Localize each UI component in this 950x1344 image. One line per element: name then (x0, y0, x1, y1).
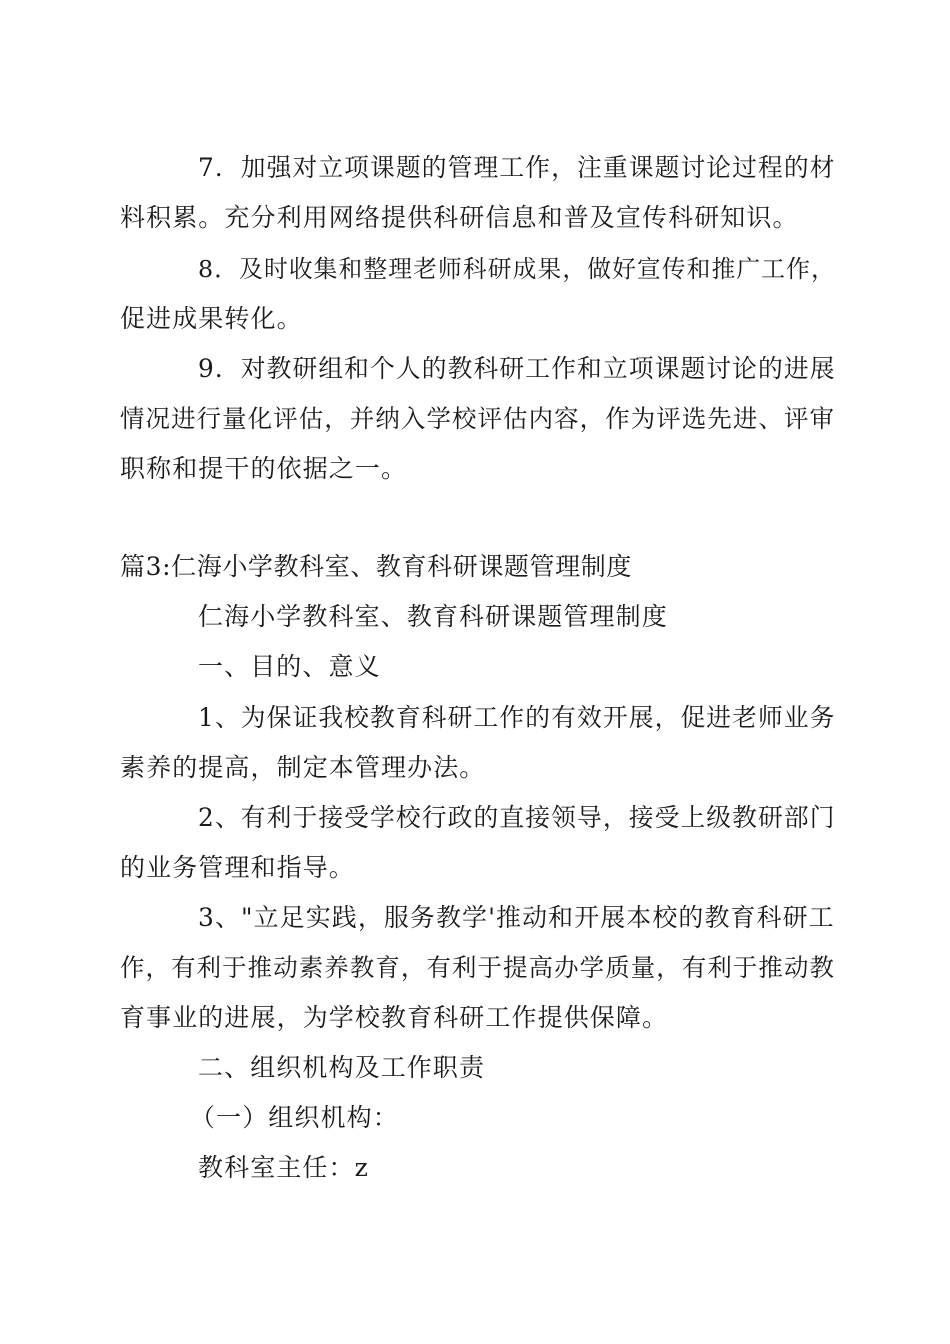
item-7-line-2: 料积累。充分利用网络提供科研信息和普及宣传科研知识。 (120, 203, 799, 232)
section-title: 仁海小学教科室、教育科研课题管理制度 (198, 602, 668, 631)
item-7-line-1: 7．加强对立项课题的管理工作，注重课题讨论过程的材 (198, 153, 836, 182)
part-one-item-2-line-1: 2、有利于接受学校行政的直接领导，接受上级教研部门 (198, 803, 836, 832)
section-heading: 篇3:仁海小学教科室、教育科研课题管理制度 (120, 552, 632, 581)
item-9-line-1: 9．对教研组和个人的教科研工作和立项课题讨论的进展 (198, 354, 836, 383)
part-one-heading: 一、目的、意义 (198, 652, 381, 681)
part-one-item-3-line-1: 3、"立足实践，服务教学'推动和开展本校的教育科研工 (198, 903, 835, 932)
item-9-line-3: 职称和提干的依据之一。 (120, 454, 408, 483)
part-one-item-2-line-2: 的业务管理和指导。 (120, 853, 355, 882)
part-one-item-1-line-1: 1、为保证我校教育科研工作的有效开展，促进老师业务 (198, 703, 836, 732)
part-one-item-1-line-2: 素养的提高，制定本管理办法。 (120, 753, 486, 782)
item-8-line-2: 促进成果转化。 (120, 304, 303, 333)
part-one-item-3-line-3: 育事业的进展，为学校教育科研工作提供保障。 (120, 1003, 669, 1032)
part-two-heading: 二、组织机构及工作职责 (198, 1053, 486, 1082)
sub-heading: （一）组织机构： (190, 1103, 399, 1132)
item-9-line-2: 情况进行量化评估，并纳入学校评估内容，作为评选先进、评审 (120, 404, 836, 433)
director-line: 教科室主任：z (198, 1153, 369, 1182)
part-one-item-3-line-2: 作，有利于推动素养教育，有利于提高办学质量，有利于推动教 (120, 953, 836, 982)
item-8-line-1: 8．及时收集和整理老师科研成果，做好宣传和推广工作， (198, 255, 836, 283)
